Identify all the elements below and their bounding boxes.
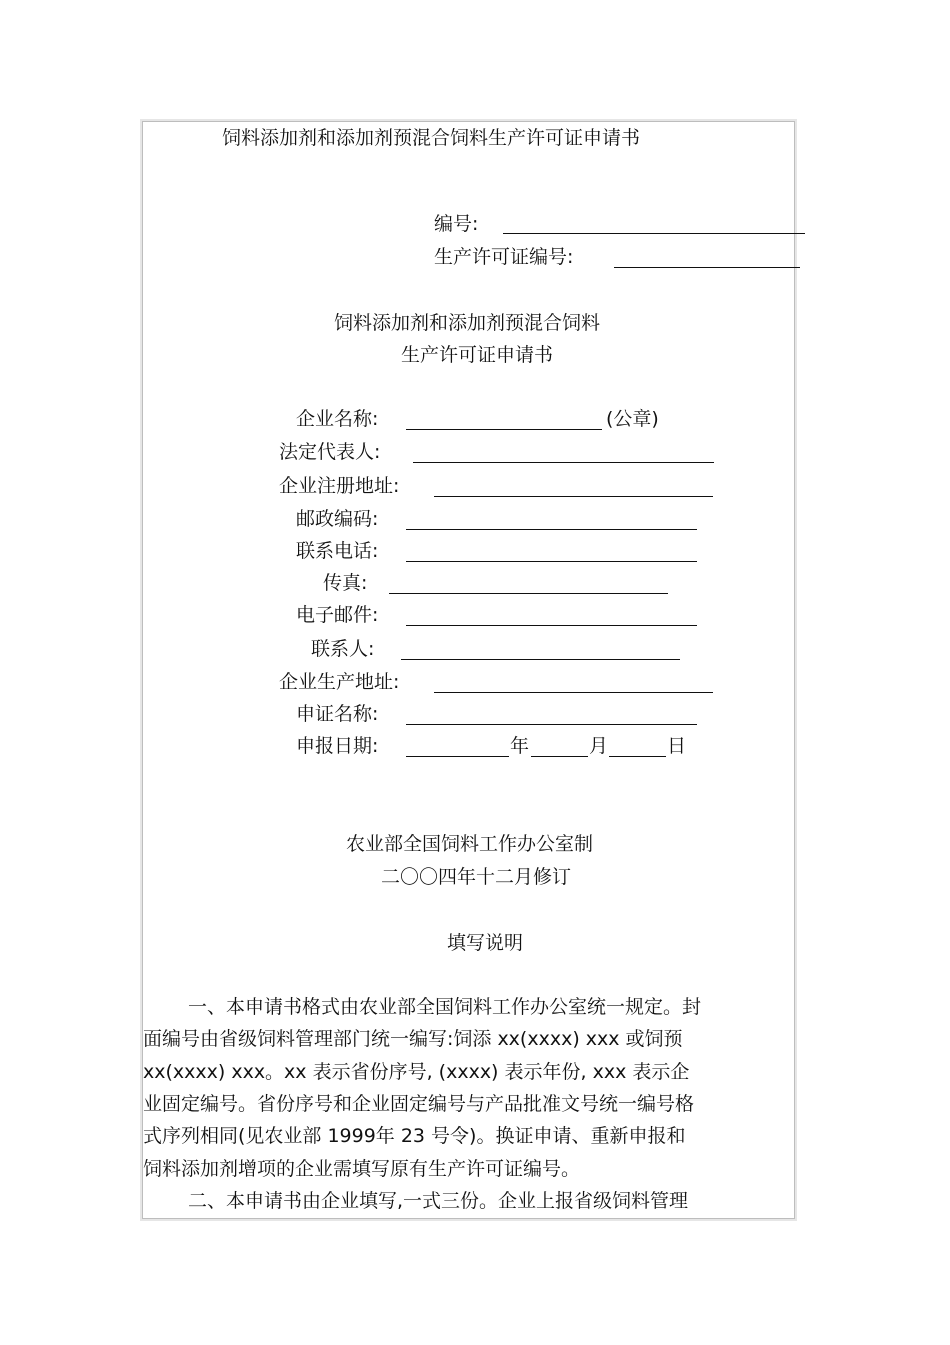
instruction-line: xx(xxxx) xxx。xx 表示省份序号, (xxxx) 表示年份, xxx 表示企 [143,1061,690,1083]
prod-address-label: 企业生产地址: [279,671,400,693]
company-name-label: 企业名称: [296,408,379,430]
email-field[interactable] [406,625,697,626]
page-frame [142,121,795,1219]
fax-label: 传真: [323,572,368,594]
year-unit: 年 [510,735,530,757]
serial-number-label: 编号: [434,213,479,235]
day-unit: 日 [667,735,687,757]
year-field[interactable] [406,756,509,757]
cover-title-line1: 饲料添加剂和添加剂预混合饲料 [334,312,601,334]
postcode-label: 邮政编码: [296,508,379,530]
prod-address-field[interactable] [434,692,713,693]
email-label: 电子邮件: [296,604,379,626]
permit-name-label: 申证名称: [296,703,379,725]
instruction-line: 业固定编号。省份序号和企业固定编号与产品批准文号统一编号格 [143,1093,695,1115]
instruction-line: 式序列相同(见农业部 1999年 23 号令)。换证申请、重新申报和 [143,1125,686,1147]
contact-label: 联系人: [311,638,375,660]
phone-field[interactable] [406,561,697,562]
company-name-field[interactable] [406,429,602,430]
revision-date: 二〇〇四年十二月修订 [381,866,572,888]
instruction-line: 饲料添加剂增项的企业需填写原有生产许可证编号。 [143,1158,581,1180]
permit-number-label: 生产许可证编号: [434,246,574,268]
seal-note: (公章) [606,408,659,430]
legal-rep-label: 法定代表人: [279,441,381,463]
postcode-field[interactable] [406,529,697,530]
phone-label: 联系电话: [296,540,379,562]
permit-name-field[interactable] [406,724,697,725]
reg-address-label: 企业注册地址: [279,475,400,497]
legal-rep-field[interactable] [413,462,714,463]
instructions-heading: 填写说明 [447,932,524,954]
instruction-line: 二、本申请书由企业填写,一式三份。企业上报省级饲料管理 [188,1190,689,1212]
cover-title-line2: 生产许可证申请书 [401,344,554,366]
month-field[interactable] [531,756,588,757]
month-unit: 月 [589,735,609,757]
header-title: 饲料添加剂和添加剂预混合饲料生产许可证申请书 [222,127,641,149]
reg-address-field[interactable] [434,496,713,497]
issuer-org: 农业部全国饲料工作办公室制 [346,833,594,855]
day-field[interactable] [609,756,666,757]
serial-number-field[interactable] [503,233,805,234]
instruction-line: 一、本申请书格式由农业部全国饲料工作办公室统一规定。封 [188,996,702,1018]
permit-number-field[interactable] [614,267,800,268]
fax-field[interactable] [389,593,668,594]
instruction-line: 面编号由省级饲料管理部门统一编写:饲添 xx(xxxx) xxx 或饲预 [143,1028,683,1050]
date-label: 申报日期: [296,735,379,757]
contact-field[interactable] [401,659,680,660]
